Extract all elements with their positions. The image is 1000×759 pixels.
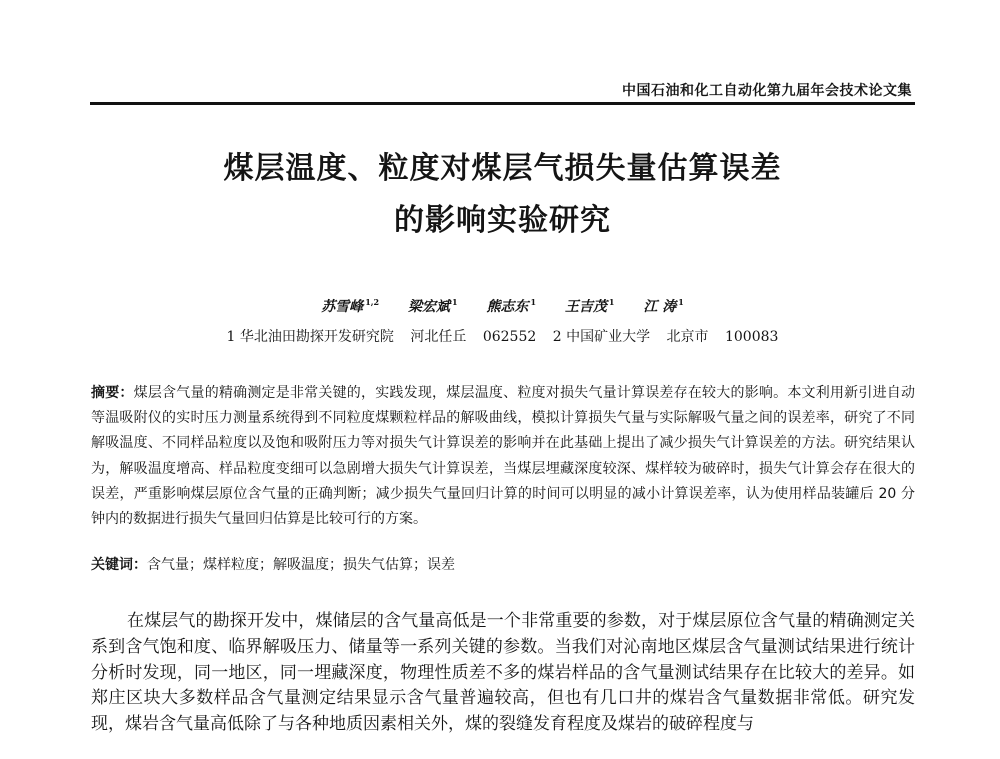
author-name: 熊志东 bbox=[486, 299, 529, 315]
author-affiliation-mark: 1 bbox=[530, 297, 537, 308]
affiliation-2-place: 北京市 bbox=[666, 329, 709, 345]
author-affiliation-mark: 1 bbox=[451, 297, 458, 308]
keywords-text: 含气量；煤样粒度；解吸温度；损失气估算；误差 bbox=[147, 557, 455, 573]
author-name: 梁宏斌 bbox=[407, 299, 450, 315]
author-name: 王吉茂 bbox=[564, 299, 607, 315]
running-head: 中国石油和化工自动化第九届年会技术论文集 bbox=[622, 83, 912, 99]
author-name: 江 涛 bbox=[643, 299, 677, 315]
body-paragraph: 在煤层气的勘探开发中，煤储层的含气量高低是一个非常重要的参数，对于煤层原位含气量的精确测定关系到含气饱和度、临界解吸压力、储量等一系列关键的参数。当我们对沁南地区煤层含气量测试结果进行统计分析时发现，同一地区，同一埋藏深度，物理性质差不多的煤岩样品的含气量测试结果存在比较大的差异。如郑庄区块大多数样品含气量测定结果显示含气量普遍较高，但也有几口井的煤岩含气量数据非常低。研究发现，煤岩含气量高低除了与各种地质因素相关外，煤的裂缝发育程度及煤岩的破碎程度与 bbox=[91, 611, 915, 735]
author-name: 苏雪峰 bbox=[321, 299, 364, 315]
paper-title-line-1: 煤层温度、粒度对煤层气损失量估算误差 bbox=[223, 151, 782, 186]
author bbox=[408, 299, 458, 315]
author bbox=[486, 299, 536, 315]
affiliation-1-name: 1 华北油田勘探开发研究院 bbox=[226, 329, 394, 345]
abstract bbox=[91, 381, 915, 532]
header-rule bbox=[90, 102, 915, 105]
affiliation-line bbox=[90, 326, 915, 346]
author-affiliation-mark: 1 bbox=[608, 297, 615, 308]
abstract-label: 摘要： bbox=[91, 385, 134, 401]
affiliation-1-zip: 062552 bbox=[482, 329, 537, 345]
affiliation-1-place: 河北任丘 bbox=[410, 329, 467, 345]
keywords bbox=[91, 554, 915, 574]
paper-title-line-2: 的影响实验研究 bbox=[394, 203, 611, 238]
affiliation-2-name: 2 中国矿业大学 bbox=[552, 329, 651, 345]
author-affiliation-mark: 1 bbox=[678, 297, 684, 308]
author bbox=[643, 299, 683, 315]
affiliation-2-zip: 100083 bbox=[724, 329, 779, 345]
abstract-text: 煤层含气量的精确测定是非常关键的，实践发现，煤层温度、粒度对损失气量计算误差存在较大的影响。本文利用新引进自动等温吸附仪的实时压力测量系统得到不同粒度煤颗粒样品的解吸曲线，模拟计算损失气量与实际解吸气量之间的误差率，研究了不同解吸温度、不同样品粒度以及饱和吸附压力等对损失气计算误差的影响并在此基础上提出了减少损失气计算误差的方法。研究结果认为，解吸温度增高、样品粒度变细可以急剧增大损失气计算误差，当煤层埋藏深度较深、煤样较为破碎时，损失气计算会存在很大的误差，严重影响煤层原位含气量的正确判断；减少损失气量回归计算的时间可以明显的减小计算误差率，认为使用样品装罐后 20 分钟内的数据进行损失气量回归估算是比较可行的方案。 bbox=[91, 385, 916, 528]
author bbox=[321, 299, 379, 315]
keywords-label: 关键词： bbox=[91, 557, 147, 573]
author-affiliation-mark: 1,2 bbox=[365, 297, 380, 308]
author bbox=[565, 299, 615, 315]
author-list bbox=[90, 296, 915, 316]
